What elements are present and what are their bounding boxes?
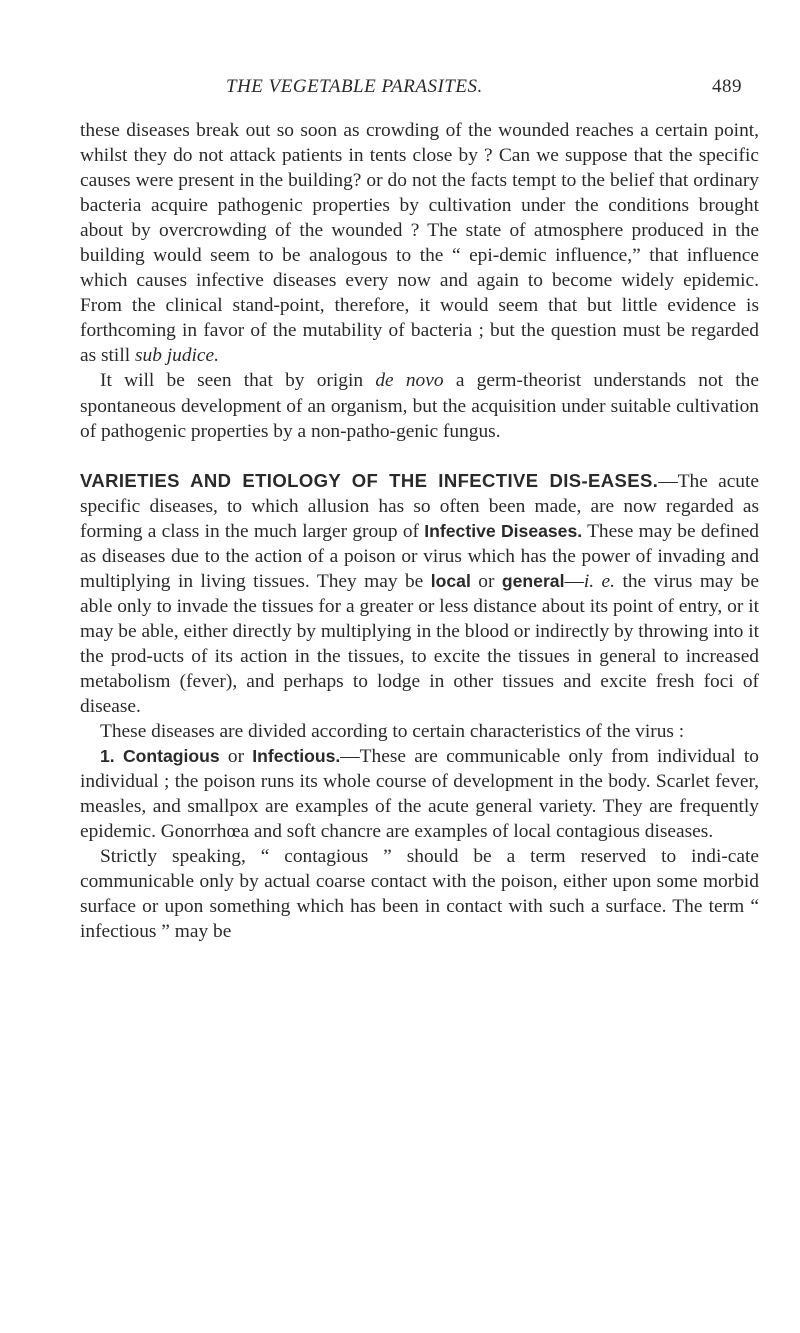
text-run: —The acute specific diseases, to which allusion has so often been made, are now regarded as forming a class in the much larger group of [80,470,759,542]
text-run: these diseases break out so soon as crowding of the wounded reaches a certain point, whilst they do not attack patients in tents close by ? Can we suppose that the specific causes were present in the building? or do not the facts tempt to the belief that ordinary bacteria acquire pathogenic properties by cultivation under the conditions brought about by overcrowding of the wounded ? The state of atmosphere produced in the building would seem to be analogous to the “ epi-demic influence,” that influence which causes infective diseases every now and again to become widely epidemic. From the clinical stand-point, therefore, it would seem that but little evidence is forthcoming in favor of the mutability of bacteria ; but the question must be regarded as still [80,120,759,367]
bold-term: Infective Diseases. [424,520,583,541]
paragraph [80,719,759,744]
text-run: a germ-theorist understands not the spontaneous development of an organism, but the acquisition under suitable cultivation of pathogenic properties by a non-patho-genic fungus. [80,370,759,442]
text-run: These diseases are divided according to certain characteristics of the virus : [100,721,685,743]
paragraph [80,844,759,944]
section-heading: VARIETIES AND ETIOLOGY OF THE INFECTIVE DIS-EASES. [80,469,659,491]
running-header [0,76,800,102]
text-run: — [564,570,584,592]
italic-phrase: de novo [375,370,444,392]
running-title: THE VEGETABLE PARASITES. [226,76,483,97]
text-run: These may be defined as diseases due to the action of a poison or virus which has the power of invading and multiplying in living tissues. They may be [80,520,759,592]
list-number: 1. [100,746,123,767]
italic-phrase: i. e. [583,570,616,592]
paragraph-continuation [80,118,759,368]
page-number: 489 [712,76,742,97]
text-run: the virus may be able only to invade the tissues for a greater or less distance about its point of entry, or it may be able, either directly by multiplying in the blood or indirectly by throwing into it the prod-ucts of its action in the tissues, to excite the tissues in general to increased metabolism (fever), and perhaps to lodge in other tissues and excite fresh foci of disease. [80,570,759,718]
paragraph [80,368,759,443]
bold-term: Infectious. [252,746,341,767]
bold-term: Contagious [122,746,220,767]
italic-phrase: sub judice. [134,345,219,367]
body-text [80,118,759,945]
text-run: It will be seen that by origin [100,370,376,392]
section-paragraph [80,468,759,719]
numbered-paragraph [80,744,759,844]
bold-term: general [501,570,565,591]
text-run: —These are communicable only from individual to individual ; the poison runs its whole course of development in the body. Scarlet fever, measles, and smallpox are examples of the acute general variety. They are frequently epidemic. Gonorrhœa and soft chancre are examples of local contagious diseases. [80,746,759,843]
text-run: Strictly speaking, “ contagious ” should be a term reserved to indi-cate communicable only by actual coarse contact with the poison, either upon some morbid surface or upon something which has been in contact with such a surface. The term “ infectious ” may be [80,846,759,943]
bold-term: local [430,570,471,591]
text-run: or [219,746,253,768]
text-run: or [470,570,502,592]
